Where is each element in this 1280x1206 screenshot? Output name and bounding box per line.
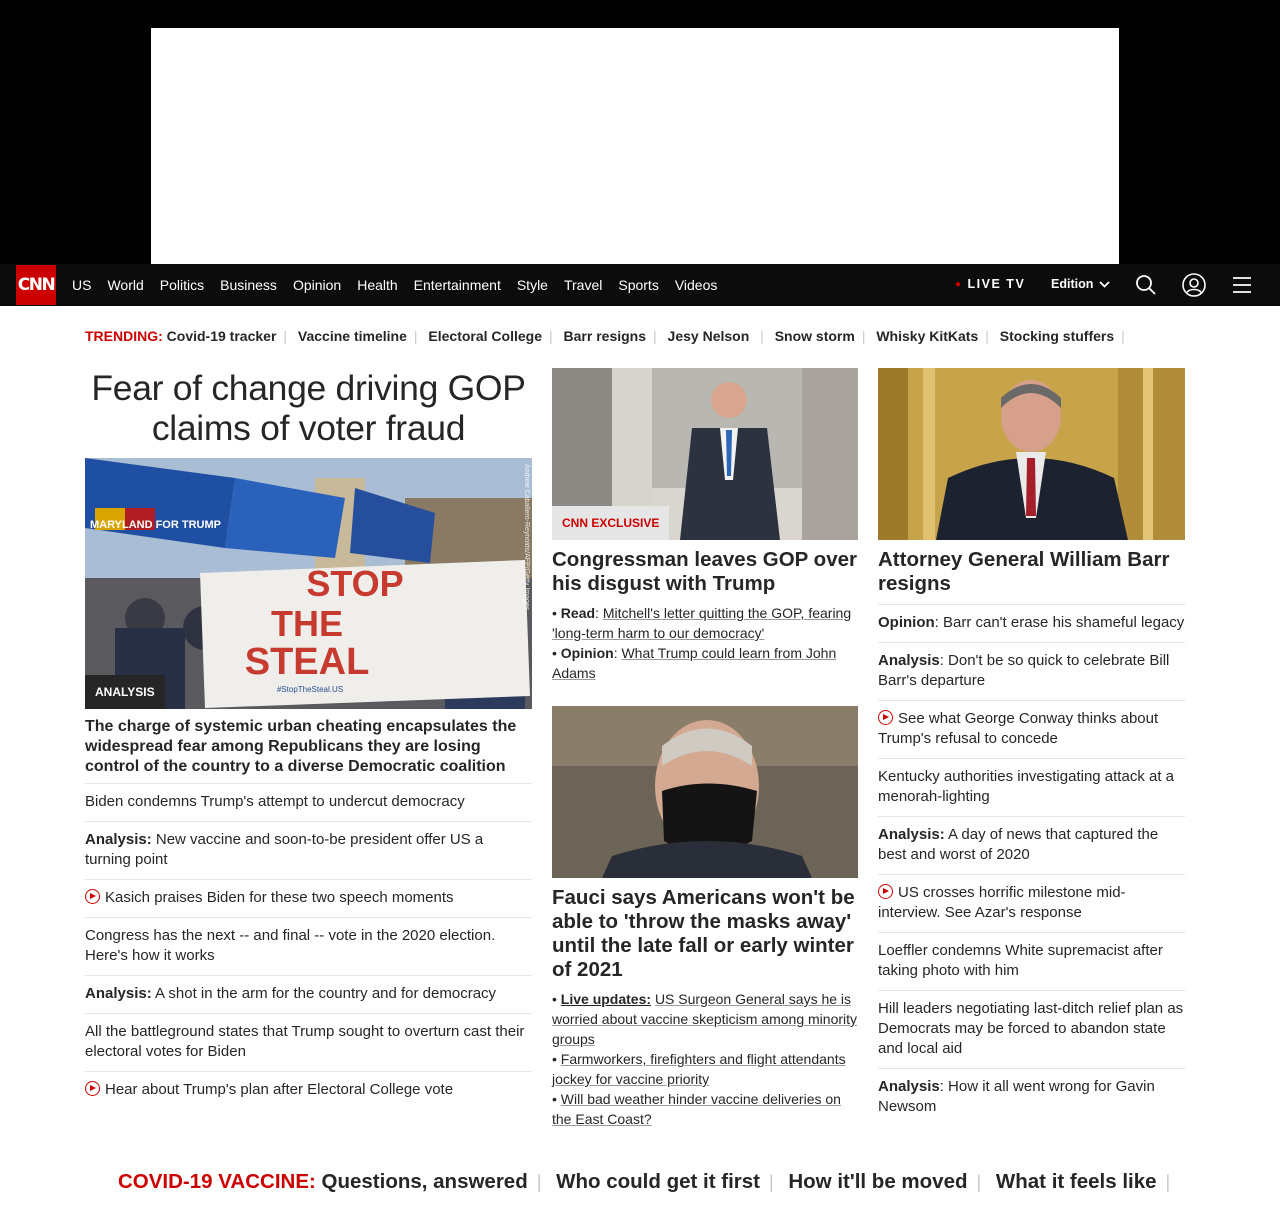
nav-link-entertainment[interactable]: Entertainment [413,277,501,293]
account-icon[interactable] [1182,273,1206,297]
item-text: All the battleground states that Trump sought to overturn cast their electoral votes for Biden [85,1023,525,1060]
item-prefix: Opinion [878,614,935,631]
list-item[interactable] [85,821,532,879]
covid-link[interactable]: How it'll be moved [788,1170,968,1193]
covid-label: COVID-19 VACCINE: [118,1170,316,1193]
list-item[interactable] [85,879,532,917]
trending-label: TRENDING: [85,328,163,344]
nav-link-world[interactable]: World [107,277,144,293]
trending-item[interactable]: Covid-19 tracker [166,328,277,344]
item-prefix: Analysis [878,1078,940,1095]
covid-link[interactable]: Who could get it first [556,1170,760,1193]
bullet-dot: • [552,1051,557,1067]
ad-banner [0,0,1280,264]
trending-item[interactable]: Electoral College [428,328,542,344]
story-headline[interactable]: Fauci says Americans won't be able to 'throw the masks away' until the late fall or early winter of 2021 [552,886,855,981]
covid-link[interactable]: Questions, answered [321,1170,528,1193]
bullet-item[interactable]: • Read: Mitchell's letter quitting the GOP, fearing 'long-term harm to our democracy' [552,605,852,641]
analysis-badge: ANALYSIS [85,675,165,709]
list-item[interactable] [878,605,1185,642]
exclusive-badge: CNN EXCLUSIVE [552,506,669,540]
item-text: Biden condemns Trump's attempt to undercut democracy [85,793,465,810]
list-item[interactable] [878,642,1185,700]
covid-link[interactable]: What it feels like [995,1170,1157,1193]
item-text: Kentucky authorities investigating attack at a menorah-lighting [878,768,1175,805]
list-item[interactable] [85,975,532,1013]
fauci-photo [552,706,858,878]
live-dot-icon: ● [955,279,963,290]
item-text: Loeffler condemns White supremacist after taking photo with him [878,942,1163,979]
search-icon[interactable] [1134,273,1158,297]
trending-item[interactable]: Stocking stuffers [999,328,1115,344]
ad-slot[interactable] [151,28,1119,264]
item-text: See what George Conway thinks about Trump's refusal to concede [878,710,1159,747]
nav-link-us[interactable]: US [72,277,92,293]
play-icon [878,884,893,899]
bullet-link[interactable]: US Surgeon General says he is worried about vaccine skepticism among minority groups [552,991,858,1047]
play-icon [85,1081,100,1096]
bullet-dot: • [552,1091,557,1107]
bullet-dot: • [552,645,557,661]
barr-image[interactable] [878,368,1185,540]
menu-icon[interactable] [1230,273,1254,297]
trending-item[interactable]: Vaccine timeline [297,328,407,344]
trending-item[interactable]: Snow storm [774,328,855,344]
lead-image[interactable] [85,458,532,709]
middle-column [552,368,858,1129]
trending-item[interactable]: Whisky KitKats [876,328,979,344]
right-column [878,368,1185,1126]
edition-label: Edition [1051,277,1094,291]
list-item[interactable] [85,1071,532,1109]
nav-link-style[interactable]: Style [516,277,548,293]
bullet-dot: • [552,991,557,1007]
barr-photo [878,368,1185,540]
bullet-prefix: Live updates: [560,991,652,1007]
list-item[interactable] [878,816,1185,874]
sign-text-2: THE [271,603,343,644]
item-text: : Don't be so quick to celebrate Bill Barr's departure [878,652,1170,689]
item-text: Hear about Trump's plan after Electoral College vote [105,1081,454,1098]
item-prefix: Analysis: [85,985,152,1002]
cnn-logo[interactable]: CNN [16,265,56,305]
nav-link-opinion[interactable]: Opinion [292,277,342,293]
bullet-link[interactable]: Farmworkers, firefighters and flight attendants jockey for vaccine priority [552,1051,846,1087]
item-text: Kasich praises Biden for these two speech moments [105,889,454,906]
bullet-link[interactable]: Mitchell's letter quitting the GOP, fearing 'long-term harm to our democracy' [552,605,852,641]
nav-link-business[interactable]: Business [220,277,277,293]
protest-photo [85,458,532,709]
list-item[interactable] [878,1068,1185,1126]
nav-link-videos[interactable]: Videos [674,277,718,293]
item-text: New vaccine and soon-to-be president offer US a turning point [85,831,484,868]
bullet-item[interactable] [552,1089,858,1129]
item-text: : Barr can't erase his shameful legacy [934,614,1185,631]
list-item[interactable] [878,990,1185,1068]
edition-menu[interactable] [1051,277,1110,291]
nav-link-health[interactable]: Health [357,277,398,293]
list-item[interactable] [85,1013,532,1071]
chevron-down-icon [1099,281,1110,288]
story-bullets [552,989,858,1129]
play-icon [85,889,100,904]
trending-item[interactable]: Barr resigns [563,328,647,344]
photo-credit: Andrew Caballero-Reynolds/AFP/Getty Images [523,464,530,611]
story-headline[interactable]: Congressman leaves GOP over his disgust with Trump [552,548,857,595]
item-text: Hill leaders negotiating last-ditch relief plan as Democrats may be forced to abandon state and local aid [878,1000,1184,1057]
bullet-item[interactable] [552,1049,858,1089]
item-text: A day of news that captured the best and worst of 2020 [878,826,1159,863]
bullet-item[interactable] [552,989,858,1049]
sign-small-text: #StopTheSteal.US [276,685,344,694]
trending-bar: TRENDING: Covid-19 tracker | Vaccine timeline | Electoral College | Barr resigns | Jesy Nelson | Snow storm | Whisky KitKats | Stocking stuffers | [85,328,1125,344]
bullet-item[interactable]: • Opinion: What Trump could learn from John Adams [552,645,837,681]
live-tv-link[interactable] [955,277,1025,291]
list-item[interactable] [878,932,1185,990]
lead-story-column [85,368,532,1109]
bullet-dot: • [552,605,557,621]
sign-text-1: STOP [306,563,404,604]
list-item[interactable] [878,700,1185,758]
flag-text: MARYLAND FOR TRUMP [90,519,221,531]
nav-links [64,264,725,306]
list-item[interactable] [85,917,532,975]
fauci-image[interactable] [552,706,858,878]
nav-link-travel[interactable]: Travel [563,277,603,293]
top-navbar [0,264,1280,306]
live-tv-label: LIVE TV [967,277,1026,291]
item-text: US crosses horrific milestone mid-interview. See Azar's response [878,884,1126,921]
sign-text-3: STEAL [244,641,370,683]
nav-link-politics[interactable]: Politics [159,277,205,293]
story-bullets [552,603,858,683]
covid-vaccine-bar: COVID-19 VACCINE: Questions, answered | Who could get it first | How it'll be moved | What it feels like | [118,1170,1171,1193]
item-text: : How it all went wrong for Gavin Newsom [878,1078,1155,1115]
list-item[interactable] [878,874,1185,932]
bullet-prefix: Opinion [560,645,614,661]
nav-link-sports[interactable]: Sports [618,277,659,293]
list-item[interactable] [878,758,1185,816]
story-headline[interactable]: Attorney General William Barr resigns [878,548,1185,605]
list-item[interactable] [85,783,532,821]
item-text: A shot in the arm for the country and for democracy [151,985,497,1002]
lead-headline[interactable]: Fear of change driving GOP claims of voter fraud [91,368,526,448]
bullet-link[interactable]: What Trump could learn from John Adams [552,645,837,681]
congressman-image[interactable] [552,368,858,540]
lead-summary[interactable]: The charge of systemic urban cheating encapsulates the widespread fear among Republicans they are losing control of the country to a diverse Democratic coalition [85,718,517,775]
item-prefix: Analysis: [85,831,152,848]
trending-item[interactable]: Jesy Nelson [667,328,750,344]
bullet-link[interactable]: Will bad weather hinder vaccine deliveries on the East Coast? [552,1091,841,1127]
item-prefix: Analysis [878,652,940,669]
item-text: Congress has the next -- and final -- vote in the 2020 election. Here's how it works [85,927,496,964]
bullet-prefix: Read [560,605,596,621]
item-prefix: Analysis: [878,826,945,843]
play-icon [878,710,893,725]
